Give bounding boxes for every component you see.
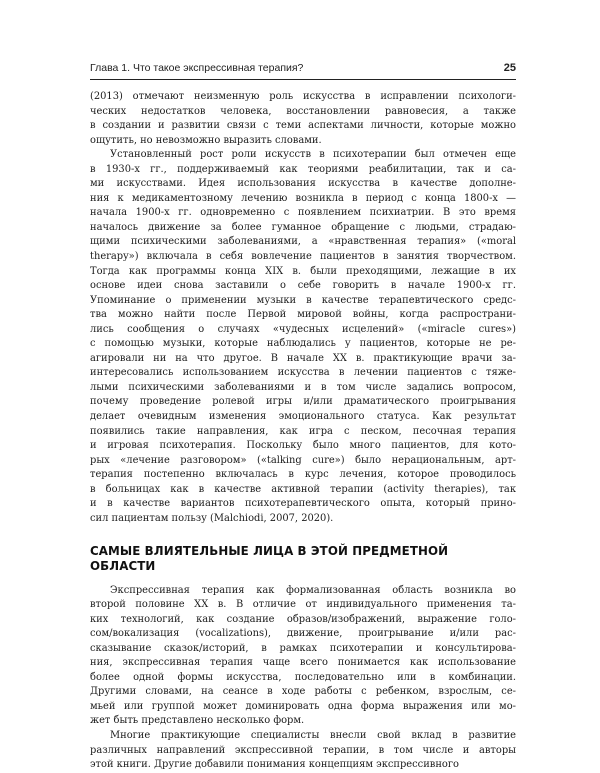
- text-line: в 1930-х гг., поддерживаемый как теориями реабилитации, так и са-: [90, 163, 516, 175]
- text-line: Другими словами, на сеансе в ходе работы с ребенком, взрослым, се-: [90, 686, 516, 698]
- text-line: почему проведение ролевой игры и/или драматического проигрывания: [90, 396, 516, 408]
- text-line: ощутить, но невозможно выразить словами.: [90, 134, 322, 146]
- text-line: ния, экспрессивная терапия чаще всего понимается как использование: [90, 657, 516, 669]
- text-line: ния к медикаментозному лечению возникла в период с конца 1800-х —: [90, 192, 516, 204]
- text-line: Упоминание о применении музыки в качестве терапевтического средс-: [90, 294, 516, 306]
- text-line: различных направлений экспрессивной терапии, в том числе и авторы: [90, 744, 516, 756]
- page-body: [90, 90, 516, 773]
- paragraph: [90, 729, 516, 773]
- text-line: тва можно найти после Первой мировой войны, когда распространи-: [90, 309, 516, 321]
- text-line: Многие практикующие специалисты внесли свой вклад в развитие: [110, 729, 516, 741]
- paragraph: [90, 148, 516, 526]
- text-line: этой книги. Другие добавили понимания концепциям экспрессивного: [90, 759, 459, 771]
- text-line: агировали ни на что другое. В начале XX в. практикующие врачи за-: [90, 352, 516, 364]
- text-line: лыми психическими заболеваниями и в том числе задались вопросом,: [90, 381, 516, 393]
- text-line: Тогда как программы конца XIX в. были преходящими, лежащие в их: [90, 265, 516, 277]
- text-line: сил пациентам пользу (Malchiodi, 2007, 2020).: [90, 512, 334, 524]
- text-line: рых «лечение разговором» («talking cure») было нерациональным, арт-: [90, 454, 516, 466]
- page-number: 25: [503, 62, 516, 74]
- intro-paragraphs: [90, 90, 516, 526]
- paragraph: [90, 584, 516, 729]
- text-line: терапия постепенно включалась в курс лечения, которое проводилось: [90, 469, 516, 481]
- text-line: второй половине XX в. В отличие от индивидуального применения та-: [90, 599, 516, 611]
- text-line: мьей или группой может доминировать одна форма выражения или мо-: [90, 700, 516, 712]
- text-line: делает очевидным изменения эмоционального статуса. Как результат: [90, 411, 516, 423]
- text-line: появились такие направления, как игра с песком, песочная терапия: [90, 425, 516, 437]
- running-header: [90, 62, 516, 76]
- chapter-title: Глава 1. Что такое экспрессивная терапия?: [90, 62, 304, 74]
- text-line: ческих недостатков человека, восстановлении равновесия, а также: [90, 105, 516, 117]
- paragraph: [90, 90, 516, 148]
- text-line: therapy») включала в себя вовлечение пациентов в занятия творчеством.: [90, 251, 516, 263]
- text-line: в создании и развитии связи с теми аспектами личности, которые можно: [90, 120, 516, 132]
- text-line: и в качестве вариантов психотерапевтического опыта, который прино-: [90, 498, 516, 510]
- text-line: лись сообщения о случаях «чудесных исцелений» («miracle cures»): [90, 323, 516, 335]
- text-line: в больницах как в качестве активной терапии (activity therapies), так: [90, 483, 516, 495]
- text-line: Экспрессивная терапия как формализованная область возникла во: [110, 584, 516, 596]
- text-line: начала 1900-х гг. одновременно с появлением психиатрии. В это время: [90, 207, 516, 219]
- text-line: ми искусствами. Идея использования искусства в качестве дополне-: [90, 178, 516, 190]
- section-paragraphs: [90, 584, 516, 773]
- text-line: Установленный рост роли искусств в психотерапии был отмечен еще: [110, 149, 516, 161]
- text-line: и игровая психотерапия. Поскольку было много пациентов, для кото-: [90, 440, 516, 452]
- text-line: интересовались использованием искусства в лечении пациентов с тяже-: [90, 367, 516, 379]
- text-line: ких технологий, как создание образов/изображений, выражение голо-: [90, 613, 516, 625]
- text-line: сказывание сказок/историй, в рамках психотерапии и консультирова-: [90, 642, 516, 654]
- text-line: началось движение за более гуманное обращение с людьми, страдаю-: [90, 221, 516, 233]
- text-line: более одной формы искусства, последовательно или в комбинации.: [90, 671, 516, 683]
- section-heading: САМЫЕ ВЛИЯТЕЛЬНЫЕ ЛИЦА В ЭТОЙ ПРЕДМЕТНОЙ ОБЛАСТИ: [90, 543, 449, 573]
- text-line: с помощью музыки, которые наблюдались у пациентов, которые не ре-: [90, 338, 516, 350]
- text-line: основе идеи снова заставили о себе говорить в начале 1900-х гг.: [90, 280, 516, 292]
- text-line: щими психическими заболеваниями, а «нравственная терапия» («moral: [90, 236, 516, 248]
- text-line: (2013) отмечают неизменную роль искусства в исправлении психологи-: [90, 91, 516, 102]
- text-line: сом/вокализация (vocalizations), движение, проигрывание и/или рас-: [90, 628, 516, 640]
- text-line: жет быть представлено несколько форм.: [90, 715, 305, 727]
- header-rule: [90, 79, 516, 80]
